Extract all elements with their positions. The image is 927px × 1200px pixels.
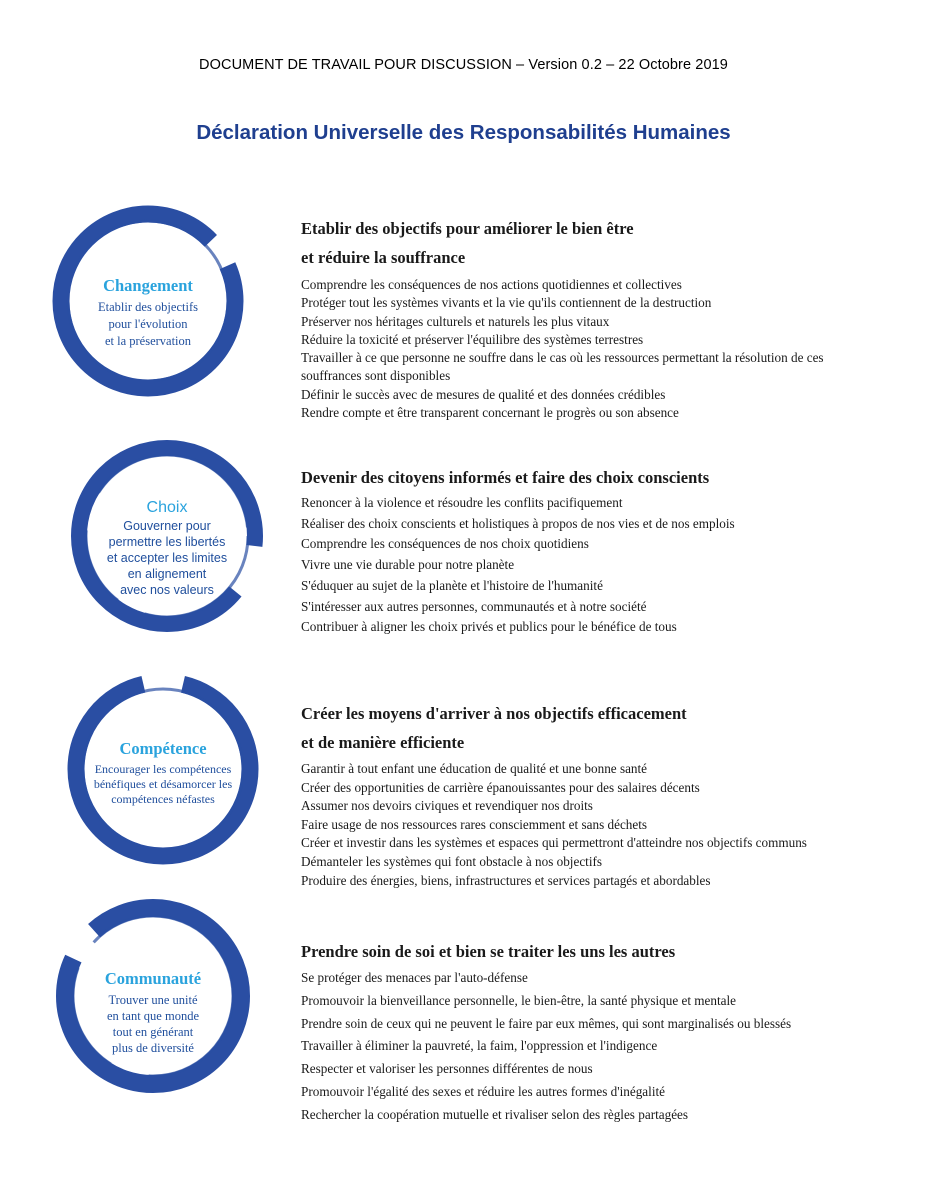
section-heading-line2: et de manière efficiente (301, 733, 465, 752)
list-item: Faire usage de nos ressources rares consciemment et sans déchets (301, 816, 648, 832)
section-heading-line1: Devenir des citoyens informés et faire des choix conscients (301, 468, 710, 487)
list-item: Rechercher la coopération mutuelle et rivaliser selon des règles partagées (301, 1106, 689, 1122)
ring-subtitle: Gouverner pour permettre les libertés et accepter les limites en alignement avec nos valeurs (106, 519, 228, 597)
list-item: Assumer nos devoirs civiques et revendiquer nos droits (301, 798, 593, 814)
ring-title: Communauté (104, 969, 202, 988)
section-list (301, 276, 861, 422)
list-item: Garantir à tout enfant une éducation de qualité et une bonne santé (301, 761, 648, 776)
ring-changement (45, 198, 251, 404)
section-content (301, 937, 861, 1127)
list-item: S'éduquer au sujet de la planète et l'histoire de l'humanité (301, 577, 603, 593)
list-item: Se protéger des menaces par l'auto-défense (301, 970, 528, 985)
section-content (301, 699, 861, 890)
list-item: Protéger tout les systèmes vivants et la vie qu'ils contiennent de la destruction (301, 295, 712, 311)
ring-subtitle: Etablir des objectifs pour l'évolution et la préservation (98, 300, 198, 348)
ring-title: Changement (103, 276, 193, 295)
section-list (301, 760, 861, 890)
list-item: Comprendre les conséquences de nos choix quotidiens (301, 536, 589, 552)
list-item: Renoncer à la violence et résoudre les conflits pacifiquement (301, 495, 623, 510)
list-item: S'intéresser aux autres personnes, communautés et à notre société (301, 598, 647, 614)
list-item: Créer des opportunities de carrière épanouissantes pour des salaires décents (301, 779, 700, 795)
list-item: Travailler à ce que personne ne souffre dans le cas où les ressources permettant la résolution de ces souffrances sont disponibles (301, 350, 824, 384)
list-item: Préserver nos héritages culturels et naturels les plus vitaux (301, 313, 610, 329)
list-item: Produire des énergies, biens, infrastructures et services partagés et abordables (301, 872, 711, 888)
list-item: Travailler à éliminer la pauvreté, la faim, l'oppression et l'indigence (301, 1038, 658, 1054)
list-item: Vivre une vie durable pour notre planète (301, 557, 515, 573)
list-item: Rendre compte et être transparent concernant le progrès ou son absence (301, 405, 679, 421)
list-item: Prendre soin de ceux qui ne peuvent le faire par eux mêmes, qui sont marginalisés ou blessés (301, 1015, 792, 1031)
ring-choix (64, 433, 270, 639)
ring-subtitle: Trouver une unité en tant que monde tout en générant plus de diversité (107, 993, 199, 1055)
section-heading-line1: Créer les moyens d'arriver à nos objectifs efficacement (301, 704, 687, 723)
list-item: Démanteler les systèmes qui font obstacle à nos objectifs (301, 853, 603, 869)
ring-subtitle: Encourager les compétences bénéfiques et désamorcer les compétences néfastes (93, 762, 233, 806)
ring-title: Choix (146, 499, 188, 516)
document-title: Déclaration Universelle des Responsabilités Humaines (196, 121, 731, 144)
ring-title: Compétence (119, 739, 207, 758)
ring-competence (60, 666, 266, 872)
list-item: Réduire la toxicité et préserver l'équilibre des systèmes terrestres (301, 331, 644, 347)
list-item: Comprendre les conséquences de nos actions quotidiennes et collectives (301, 277, 682, 292)
section-list (301, 493, 861, 638)
ring-communaute (50, 893, 256, 1099)
section-content (301, 214, 861, 422)
list-item: Promouvoir la bienveillance personnelle, le bien-être, la santé physique et mentale (301, 992, 737, 1008)
section-content (301, 463, 861, 638)
document-header-line: DOCUMENT DE TRAVAIL POUR DISCUSSION – Version 0.2 – 22 Octobre 2019 (199, 57, 728, 73)
section-heading-line1: Prendre soin de soi et bien se traiter les uns les autres (301, 942, 676, 961)
list-item: Créer et investir dans les systèmes et espaces qui permettront d'atteindre nos objectifs communs (301, 835, 807, 851)
list-item: Réaliser des choix conscients et holistiques à propos de nos vies et de nos emplois (301, 515, 735, 531)
section-heading-line1: Etablir des objectifs pour améliorer le bien être (301, 219, 634, 238)
list-item: Contribuer à aligner les choix privés et publics pour le bénéfice de tous (301, 619, 677, 635)
section-list (301, 967, 861, 1127)
list-item: Promouvoir l'égalité des sexes et réduire les autres formes d'inégalité (301, 1083, 665, 1099)
list-item: Respecter et valoriser les personnes différentes de nous (301, 1061, 593, 1077)
list-item: Définir le succès avec de mesures de qualité et des données crédibles (301, 386, 666, 402)
section-heading-line2: et réduire la souffrance (301, 248, 466, 267)
